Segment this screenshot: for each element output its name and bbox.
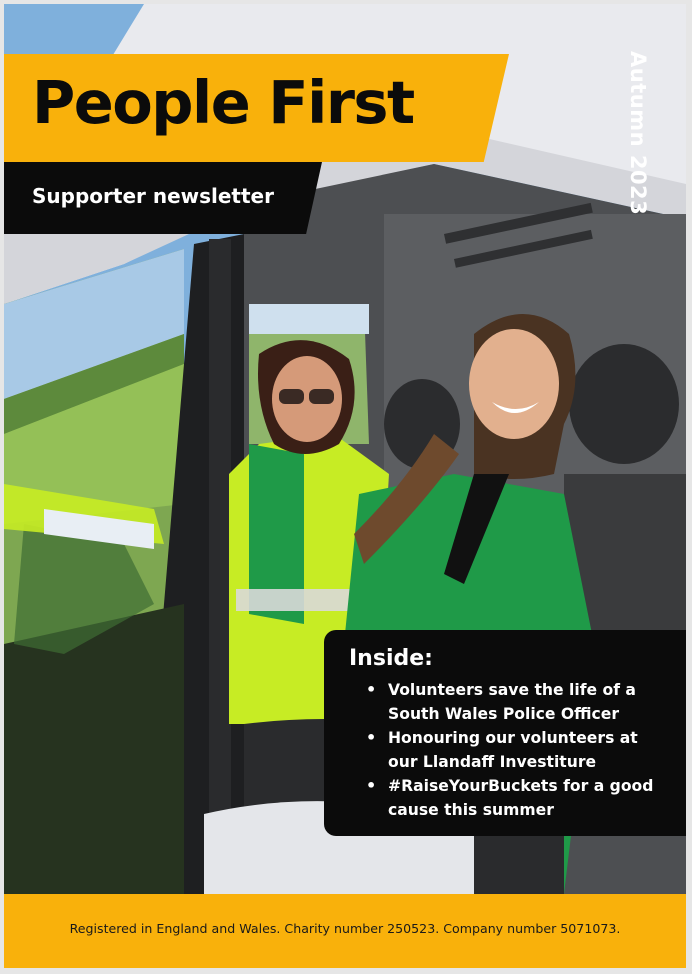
inside-item: • Volunteers save the life of a South Wales Police Officer xyxy=(366,678,666,726)
inside-heading: Inside: xyxy=(349,646,433,671)
newsletter-cover xyxy=(4,4,686,968)
issue-season: Autumn 2023 xyxy=(626,51,650,216)
inside-item: • #RaiseYourBuckets for a good cause this summer xyxy=(366,774,666,822)
inside-item: • Honouring our volunteers at our Llandaff Investiture xyxy=(366,726,666,774)
footer-registration-text: Registered in England and Wales. Charity number 250523. Company number 5071073. xyxy=(69,921,621,936)
newsletter-subtitle: Supporter newsletter xyxy=(32,184,274,208)
inside-panel xyxy=(324,630,686,836)
inside-list xyxy=(366,678,666,822)
footer-band xyxy=(4,894,686,968)
newsletter-title: People First xyxy=(32,68,414,137)
